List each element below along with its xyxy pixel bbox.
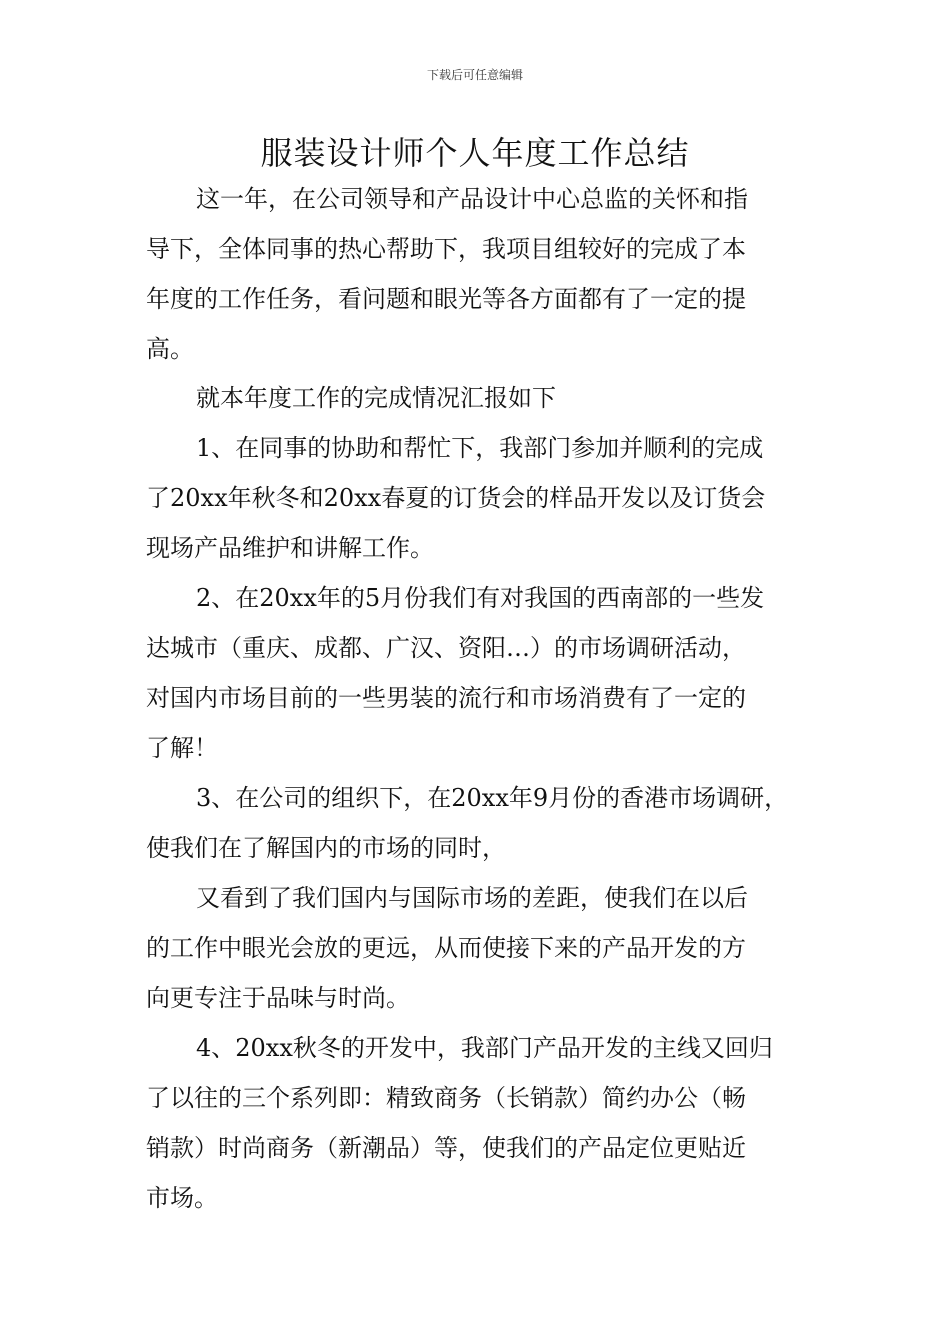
paragraph-line: 年度的工作任务，看问题和眼光等各方面都有了一定的提 (146, 285, 746, 313)
paragraph-line: 使我们在了解国内的市场的同时， (146, 834, 506, 862)
paragraph-line: 销款）时尚商务（新潮品）等，使我们的产品定位更贴近 (146, 1134, 746, 1162)
paragraph-line: 导下，全体同事的热心帮助下，我项目组较好的完成了本 (146, 235, 746, 263)
document-title: 服装设计师个人年度工作总结 (260, 134, 690, 172)
paragraph-line: 现场产品维护和讲解工作。 (146, 534, 434, 562)
paragraph-line: 了以往的三个系列即：精致商务（长销款）简约办公（畅 (146, 1084, 746, 1112)
header-note: 下载后可任意编辑 (426, 68, 523, 82)
paragraph-line: 2、在20xx年的5月份我们有对我国的西南部的一些发 (196, 584, 765, 612)
paragraph-line: 又看到了我们国内与国际市场的差距，使我们在以后 (196, 884, 748, 912)
paragraph-line: 3、在公司的组织下，在20xx年9月份的香港市场调研， (196, 784, 789, 812)
paragraph-line: 这一年，在公司领导和产品设计中心总监的关怀和指 (196, 185, 748, 213)
paragraph-line: 了20xx年秋冬和20xx春夏的订货会的样品开发以及订货会 (146, 484, 766, 512)
paragraph-line: 对国内市场目前的一些男装的流行和市场消费有了一定的 (146, 684, 746, 712)
paragraph-line: 了解！ (146, 734, 218, 762)
paragraph-line: 向更专注于品味与时尚。 (146, 984, 410, 1012)
paragraph-line: 达城市（重庆、成都、广汉、资阳…）的市场调研活动， (146, 634, 746, 662)
paragraph-line: 高。 (146, 335, 194, 363)
paragraph-line: 的工作中眼光会放的更远，从而使接下来的产品开发的方 (146, 934, 746, 962)
paragraph-line: 就本年度工作的完成情况汇报如下 (196, 384, 556, 412)
paragraph-line: 市场。 (146, 1184, 218, 1212)
paragraph-line: 1、在同事的协助和帮忙下，我部门参加并顺利的完成 (196, 434, 764, 462)
paragraph-line: 4、20xx秋冬的开发中，我部门产品开发的主线又回归 (196, 1034, 773, 1062)
